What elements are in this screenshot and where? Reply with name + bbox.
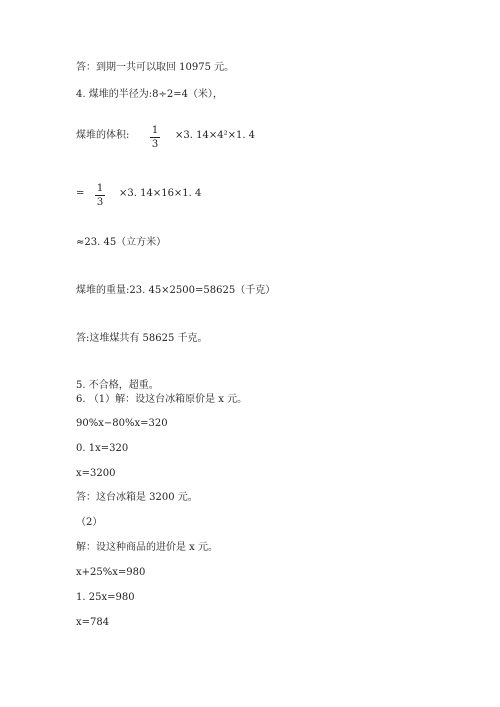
volume-expression-2: ×3. 14×16×1. 4 xyxy=(119,188,202,199)
problem-5: 5. 不合格，超重。 xyxy=(76,380,159,391)
fraction-bar xyxy=(95,195,105,196)
fraction-one-third-2 xyxy=(95,183,105,208)
equals-sign: = xyxy=(76,188,85,199)
fraction-numerator: 1 xyxy=(96,183,104,194)
equation-5: 1. 25x=980 xyxy=(76,592,135,603)
equation-3: x=3200 xyxy=(76,468,116,479)
problem-4-radius: 4. 煤堆的半径为:8÷2=4（米）， xyxy=(76,89,223,100)
fraction-denominator: 3 xyxy=(96,197,104,208)
equation-1: 90%x−80%x=320 xyxy=(76,418,168,429)
answer-line-3: 答：这台冰箱是 3200 元。 xyxy=(76,492,198,503)
problem-6-part-1: 6. （1）解：设这台冰箱原价是 x 元。 xyxy=(76,394,248,405)
equation-4: x+25%x=980 xyxy=(76,567,146,578)
fraction-one-third xyxy=(150,125,160,150)
weight-line: 煤堆的重量:23. 45×2500=58625（千克） xyxy=(76,285,276,296)
answer-line-2: 答:这堆煤共有 58625 千克。 xyxy=(76,333,208,344)
answer-line-1: 答：到期一共可以取回 10975 元。 xyxy=(76,62,235,73)
part-2-label: （2） xyxy=(76,517,103,528)
equation-6: x=784 xyxy=(76,617,110,628)
fraction-denominator: 3 xyxy=(151,139,159,150)
volume-result: ≈23. 45（立方米） xyxy=(76,237,167,248)
volume-expression: ×3. 14×4²×1. 4 xyxy=(175,130,256,141)
volume-label: 煤堆的体积: xyxy=(76,130,130,141)
fraction-bar xyxy=(150,137,160,138)
fraction-numerator: 1 xyxy=(151,125,159,136)
equation-2: 0. 1x=320 xyxy=(76,443,129,454)
part-2-setup: 解：设这种商品的进价是 x 元。 xyxy=(76,542,218,553)
